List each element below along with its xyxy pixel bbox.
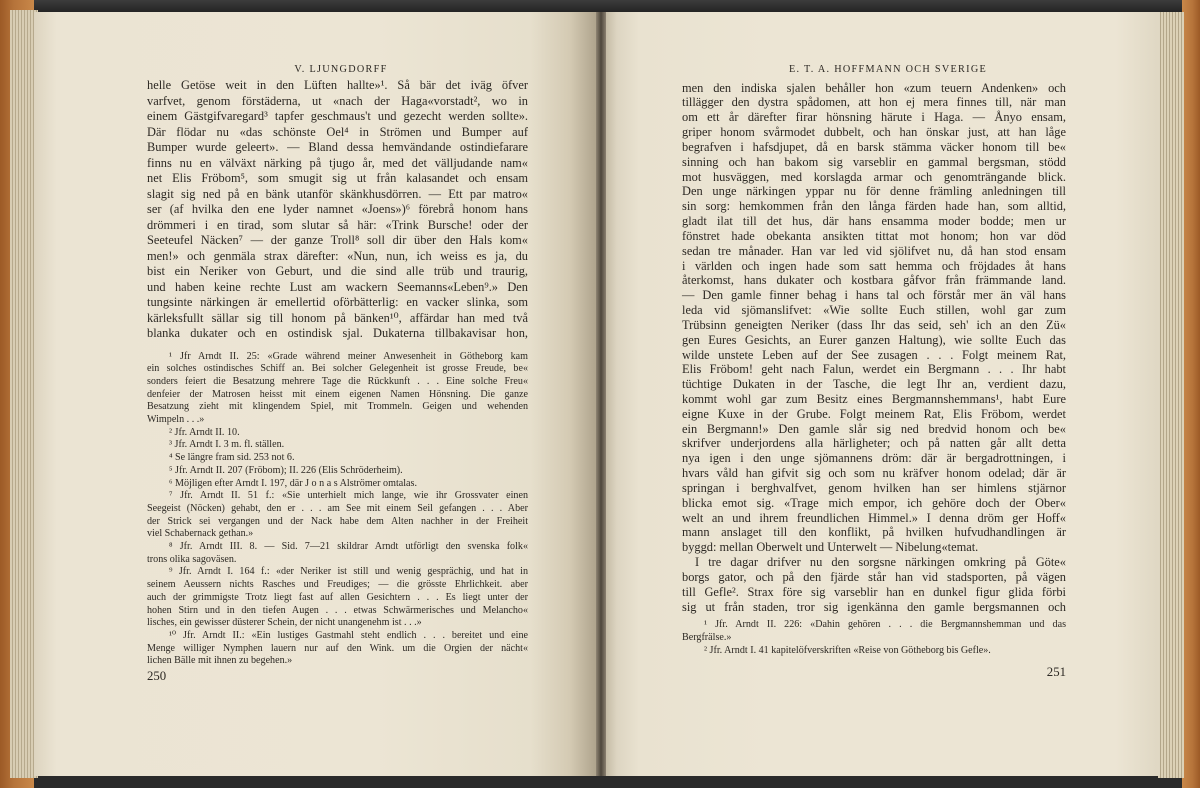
body-line: welt an und ihrem freundlichen Himmel.» I denna dröm ger Hoff« <box>682 510 1066 525</box>
body-line: tungsinte närkingen är emellertid oförbätterlig: en vacker slinka, som <box>147 295 528 309</box>
footnote <box>147 439 528 452</box>
footnote-line: ⁴ Se längre fram sid. 253 not 6. <box>169 452 295 464</box>
left-footnotes <box>147 351 528 669</box>
footnote <box>147 427 528 440</box>
footnote-line: lichen Bälle mit ihnen zu begehen.» <box>147 655 293 667</box>
body-line: Elis Fröbom! geht nach Falun, werdet ein Bergmann . . . Ihr habt <box>682 362 1066 377</box>
footnote-line: seinem Aeussern nichts Rasches und Freudiges; — die grösste Ehrlichkeit. aber <box>147 579 528 591</box>
footnote <box>147 351 528 427</box>
footnote <box>682 644 1066 657</box>
body-line: I tre dagar drifver nu den sorgsne närkingen omkring på Göte« <box>695 555 1066 570</box>
body-line: einem Gästgifvaregard³ tapfer geschmaus't und gezecht werden sollte». <box>147 109 528 123</box>
body-line: hvars våld han gifvit sig och som nu kräfver honom odelad; där är <box>682 466 1066 481</box>
page-number-right: 251 <box>1046 665 1066 679</box>
footnote-line: ⁹ Jfr. Arndt I. 164 f.: «der Neriker ist still und wenig gesprächig, und hat in <box>169 566 528 578</box>
footnote-line: der Strick sei vergangen und der Nack habe dem Alten nachher in der Freiheit <box>147 515 528 527</box>
body-line: kärleksfullt sällar sig till honom på bänken¹⁰, affärdar han med två <box>147 310 528 325</box>
scan-backdrop-bottom <box>28 776 1182 788</box>
footnote-line: ⁵ Jfr. Arndt II. 207 (Fröbom); II. 226 (Elis Schröderheim). <box>169 464 403 476</box>
body-line: borgs gator, och på den fjärde står han vid stadsporten, på vägen <box>682 569 1066 584</box>
footnote-line: Menge williger Nymphen lauern nur auf den Wink. um die Orgien der nächt« <box>147 642 528 654</box>
book-cover-right <box>1182 0 1200 788</box>
body-line: sedan tre månader. Han var led vid sjölifvet nu, då han stod ensam <box>682 243 1066 258</box>
footnote-line: ² Jfr. Arndt II. 10. <box>169 426 240 438</box>
body-line: sig ut från staden, tror sig igenkänna den gamle bergsmannen och <box>682 599 1066 614</box>
footnote-line: Wimpeln . . .» <box>147 414 205 426</box>
footnote <box>682 618 1066 644</box>
page-number-left: 250 <box>147 669 167 683</box>
body-line: Trübsinn geneigten Neriker (dass Ihr das seid, seh' ich an den Zü« <box>682 317 1066 332</box>
footnote-line: Seegeist (Nöcken) gehabt, den er . . . am See mit einem Seil gefangen . . . Aber <box>147 502 528 514</box>
paragraph <box>682 81 1066 556</box>
body-line: sin sorg: hemkommen från den långa färden hade han, som alltid, <box>682 199 1066 214</box>
body-line: Seeteufel Näcken⁷ — der ganze Troll⁸ soll dir über den Hals kom« <box>147 233 528 247</box>
footnote-line: ¹⁰ Jfr. Arndt II.: «Ein lustiges Gastmahl steht endlich . . . bereitet und eine <box>169 629 528 641</box>
footnote <box>147 478 528 491</box>
body-line: drömmeri i en tirad, som slutar så här: «Trink Bursche! oder der <box>147 217 528 232</box>
body-line: ser (af hvilka den ene lyder namnet «Joens»)⁶ förebrå honom hans <box>147 202 528 216</box>
left-body-text <box>147 78 528 342</box>
body-line: leda vid sjömanslifvet: «Wie sollte Euch stillen, wohl gar zum <box>682 303 1066 318</box>
footnote-line: denfeier der Matrosen heisst mit einem eigenen Namen Hönsning. Die ganze <box>147 388 528 400</box>
body-line: om ett år därefter firar hönsning härute i Haga. — Ånyo ensam, <box>682 110 1066 125</box>
body-line: byggd: mellan Oberwelt und Unterwelt — Nibelung«temat. <box>682 540 979 555</box>
body-line: ein Bergmann!» Den gamle slår sig ned bredvid honom och be« <box>682 421 1066 436</box>
body-line: griper honom svårmodet dubbelt, och han önskar just, att han låge <box>682 125 1066 140</box>
body-line: Den unge närkingen yppar nu för denne främling anledningen till <box>682 184 1066 199</box>
footnote-line: ⁷ Jfr. Arndt II. 51 f.: «Sie unterhielt mich lange, wie ihr Grossvater einen <box>169 490 528 502</box>
footnote-line: trons olika sagoväsen. <box>147 553 237 565</box>
body-line: eigne Kuxe in der Grube. Folgt meinem Rat, Elis Fröbom, werdet <box>682 406 1066 421</box>
body-line: nya igen i den unge sjömannens dröm: där är bergadrottningen, i <box>682 451 1066 466</box>
footnote-line: ein solches ostindisches Schiff an. Bei solcher Gelegenheit ist grosse Freude, be« <box>147 363 528 375</box>
body-line: varfvet, genom förstäderna, ut «nach der Haga«vorstadt², wo in <box>147 93 528 108</box>
footnote-line: Besatzung zieht mit klingendem Spiel, mit Trommeln. Geigen und wehenden <box>147 401 528 413</box>
footnote-line: ² Jfr. Arndt I. 41 kapitelöfverskriften «Reise von Götheborg bis Gefle». <box>704 644 991 656</box>
footnote <box>147 452 528 465</box>
footnote <box>147 490 528 541</box>
body-line: gladt ilat till det hus, där hans ensamma moder bodde; men ur <box>682 214 1066 229</box>
body-line: Där flödar nu «das schönste Oel⁴ in Strömen und Bumper auf <box>147 124 528 139</box>
body-line: men!» och genmäla strax därefter: «Nun, nun, ich weiss es ja, du <box>147 248 528 263</box>
scan-backdrop-top <box>28 0 1182 12</box>
footnote-line: Bergfrälse.» <box>682 631 732 643</box>
footnote-line: auch der grimmigste Trotz liegt fast auf allen Gesichtern . . . Es liegt unter der <box>147 591 528 603</box>
footnote <box>147 630 528 668</box>
footnote-line: viel Schabernack gethan.» <box>147 528 254 540</box>
body-line: gen Eures Gesichts, an Eurer ganzen Haltung), wie sollte Euch das <box>682 332 1066 347</box>
body-line: helle Getöse weit in den Lüften hallte»¹. Så bär det iväg öfver <box>147 78 528 92</box>
footnote-line: ³ Jfr. Arndt I. 3 m. fl. ställen. <box>169 439 285 451</box>
footnote-line: lisches, ein gewisser düsterer Schein, der nicht unangenehm ist . . .» <box>147 617 422 629</box>
footnote <box>147 566 528 630</box>
book-gutter <box>596 12 606 776</box>
body-line: sinning och han bakom sig varseblir en gammal bergsman, stödd <box>682 154 1066 169</box>
body-line: net Elis Fröbom⁵, som smugit sig ut från kalasandet och ensam <box>147 171 528 185</box>
body-line: tüchtige Dukaten in der Tasche, die legt Ihr an, verdient dazu, <box>682 377 1066 392</box>
body-line: springan i berghvalfvet, genom hvilken han ser himlens stjärnor <box>682 480 1066 495</box>
body-line: Bumper wurde geleert». — Bland dessa hemvändande ostindiefarare <box>147 140 528 154</box>
body-line: mot husväggen, med korslagda armar och genomträngande blick. <box>682 169 1066 184</box>
paragraph <box>682 555 1066 614</box>
body-line: bist ein Neriker von Geburt, und die sind alle trüb und traurig, <box>147 264 528 278</box>
footnote-line: ⁶ Möjligen efter Arndt I. 197, där J o n a s Alströmer omtalas. <box>169 477 417 489</box>
body-line: — Den gamle finner behag i hans tal och förstår mer än väl hans <box>682 288 1066 303</box>
footnote <box>147 541 528 566</box>
running-head-right: E. T. A. HOFFMANN OCH SVERIGE <box>788 64 988 75</box>
footnote-line: ⁸ Jfr. Arndt III. 8. — Sid. 7—21 skildrar Arndt utförligt den svenska folk« <box>169 541 528 553</box>
body-line: kommt wohl gar zum Besitz eines Bergmannshemmans¹, habt Eure <box>682 391 1066 406</box>
body-line: tillägger den dystra spådomen, att hon ej mera finnes till, när man <box>682 95 1066 110</box>
body-line: und haben keine rechte Lust am wackern Seemanns«Leben⁹.» Den <box>147 279 528 294</box>
right-footnotes <box>682 618 1066 657</box>
page-edges-right <box>1158 12 1184 778</box>
footnote-line: ¹ Jfr. Arndt II. 226: «Dahin gehören . . . die Bergmannshemman und das <box>704 618 1066 630</box>
right-body-text <box>682 81 1066 615</box>
body-line: slagit sig ned på en bänk utanför skänkhusdörren. — Ett par matro« <box>147 186 528 201</box>
body-line: mann anslaget till den konflikt, på hvilken hufvudhandlingen är <box>682 525 1066 540</box>
footnote <box>147 465 528 478</box>
body-line: i världen och ingen hade som satt hemma och fröjdades åt hans <box>682 258 1066 273</box>
running-head-left: V. LJUNGDORFF <box>294 64 388 75</box>
body-line: men den indiska sjalen behåller hon «zum teuern Andenken» och <box>682 80 1066 95</box>
footnote-line: ¹ Jfr Arndt II. 25: «Grade während meiner Anwesenheit in Götheborg kam <box>169 350 528 362</box>
body-line: begrafven i hafsdjupet, då en barsk stämma väcker honom till be« <box>682 139 1066 154</box>
body-line: finns nu en välväxt närking på tjugo år, med det välljudande nam« <box>147 155 528 170</box>
body-line: blicka emot sig. «Trage mich empor, ich gehöre doch der Ober« <box>682 495 1066 510</box>
body-line: återkomst, hans dukater och kostbara gåfvor från främmande land. <box>682 273 1066 288</box>
body-line: wilde unstete Leben auf der See zusagen . . . Folgt meinem Rat, <box>682 347 1066 362</box>
footnote-line: hohen Stirn und in den tiefen Augen . . . etwas Schwärmerisches und Melancho« <box>147 604 528 616</box>
footnote-line: sonders feiert die Besatzung mehrere Tage die Rückkunft . . . Eine solche Freu« <box>147 375 528 387</box>
body-line: blanka dukater och en ostindisk sjal. Dukaterna tillbakavisar hon, <box>147 326 528 340</box>
body-line: fönstret hade obekanta ansikten tittat mot honom; hon var död <box>682 228 1066 243</box>
body-line: till Gefle². Strax före sig varseblir han en dunkel figur glida förbi <box>682 584 1066 599</box>
body-line: skrifver underjordens alla härligheter; och på natten går allt detta <box>682 436 1066 451</box>
paragraph <box>147 78 528 342</box>
